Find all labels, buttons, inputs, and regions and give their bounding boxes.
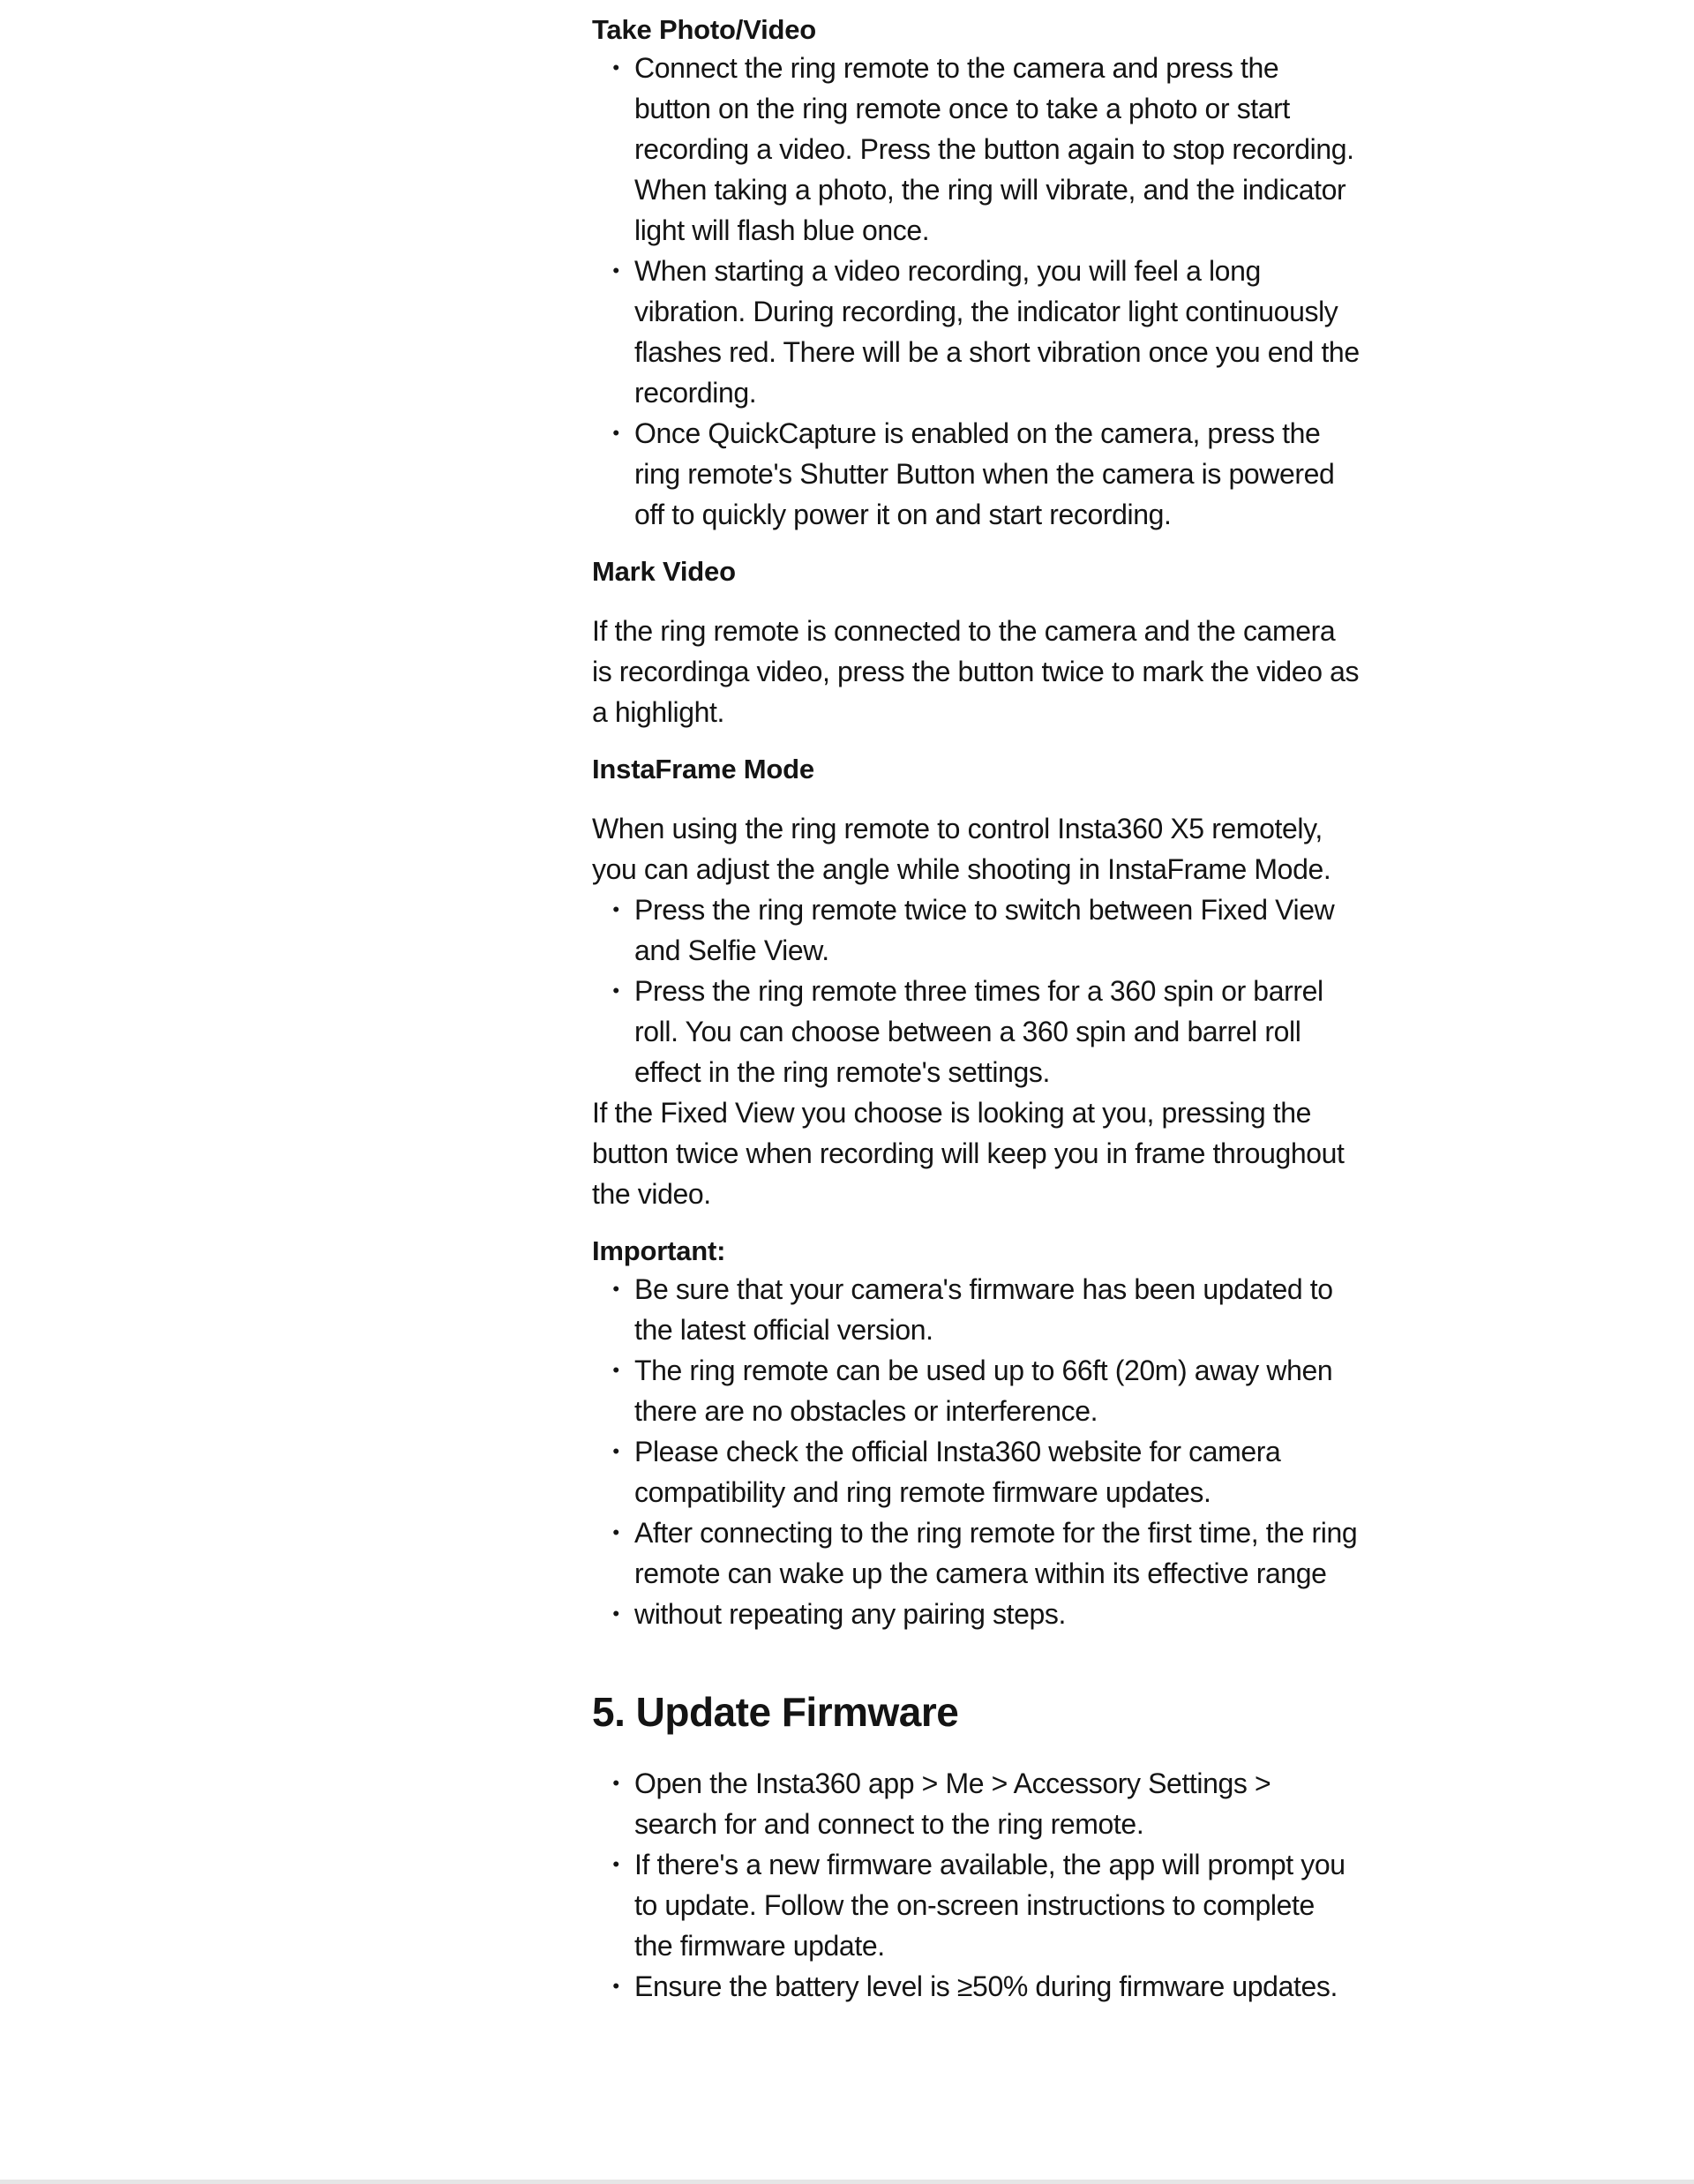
important-heading: Important: (592, 1235, 726, 1266)
bullet-icon: • (612, 1440, 619, 1462)
take-photo-list (592, 48, 1360, 535)
bullet-icon: • (612, 898, 619, 920)
list-item (592, 48, 1360, 251)
list-item-text: Press the ring remote three times for a 360 spin or barrel roll. You can choose between a 360 spin and barrel roll effect in the ring remote's settings. (634, 975, 1323, 1088)
list-item (592, 413, 1360, 535)
footer-divider (0, 2180, 1694, 2184)
important-list (592, 1269, 1360, 1634)
bullet-icon: • (612, 1853, 619, 1875)
list-item-text: Once QuickCapture is enabled on the camera, press the ring remote's Shutter Button when the camera is powered off to quickly power it on and start recording. (634, 417, 1335, 530)
list-item (592, 1431, 1360, 1512)
list-item-text: Press the ring remote twice to switch between Fixed View and Selfie View. (634, 894, 1335, 966)
bullet-icon: • (612, 56, 619, 79)
bullet-icon: • (612, 1359, 619, 1381)
mark-video-heading: Mark Video (592, 556, 736, 587)
instaframe-list (592, 889, 1360, 1092)
list-item (592, 889, 1360, 971)
list-item-text: Please check the official Insta360 website for camera compatibility and ring remote firmware updates. (634, 1436, 1281, 1508)
list-item (592, 1763, 1360, 1844)
take-photo-heading: Take Photo/Video (592, 14, 817, 45)
bullet-icon: • (612, 422, 619, 444)
list-item-text: Be sure that your camera's firmware has been updated to the latest official version. (634, 1273, 1333, 1346)
list-item (592, 251, 1360, 413)
list-item (592, 1350, 1360, 1431)
bullet-icon: • (612, 1975, 619, 1997)
mark-video-text: If the ring remote is connected to the camera and the camera is recordinga video, press the button twice to mark the video as a highlight. (592, 615, 1360, 728)
list-item (592, 1594, 1360, 1634)
list-item-text: Open the Insta360 app > Me > Accessory Settings > search for and connect to the ring remote. (634, 1767, 1271, 1840)
document-content (592, 0, 1360, 2007)
list-item-text: without repeating any pairing steps. (634, 1598, 1067, 1630)
list-item (592, 1269, 1360, 1350)
bullet-icon: • (612, 1772, 619, 1794)
bullet-icon: • (612, 1602, 619, 1625)
update-firmware-list (592, 1763, 1360, 2007)
list-item-text: If there's a new firmware available, the app will prompt you to update. Follow the on-screen instructions to complete the firmware update. (634, 1849, 1345, 1962)
instaframe-heading: InstaFrame Mode (592, 754, 814, 784)
bullet-icon: • (612, 1278, 619, 1300)
list-item-text: Connect the ring remote to the camera and press the button on the ring remote once to take a photo or start recording a video. Press the button again to stop recording. When taking a photo, the ring will vibrate, and the indicator light will flash blue once. (634, 52, 1354, 246)
list-item-text: The ring remote can be used up to 66ft (20m) away when there are no obstacles or interference. (634, 1355, 1333, 1427)
list-item (592, 1512, 1360, 1594)
list-item-text: Ensure the battery level is ≥50% during firmware updates. (634, 1970, 1338, 2002)
list-item-text: When starting a video recording, you will feel a long vibration. During recording, the indicator light continuously flashes red. There will be a short vibration once you end the recording. (634, 255, 1360, 409)
instaframe-outro: If the Fixed View you choose is looking at you, pressing the button twice when recording will keep you in frame throughout the video. (592, 1097, 1345, 1210)
bullet-icon: • (612, 259, 619, 281)
list-item (592, 1966, 1360, 2007)
update-firmware-heading: 5. Update Firmware (592, 1689, 959, 1735)
list-item (592, 1844, 1360, 1966)
instaframe-intro: When using the ring remote to control Insta360 X5 remotely, you can adjust the angle while shooting in InstaFrame Mode. (592, 813, 1331, 885)
bullet-icon: • (612, 979, 619, 1002)
list-item (592, 971, 1360, 1092)
bullet-icon: • (612, 1521, 619, 1543)
list-item-text: After connecting to the ring remote for the first time, the ring remote can wake up the camera within its effective range (634, 1517, 1358, 1589)
